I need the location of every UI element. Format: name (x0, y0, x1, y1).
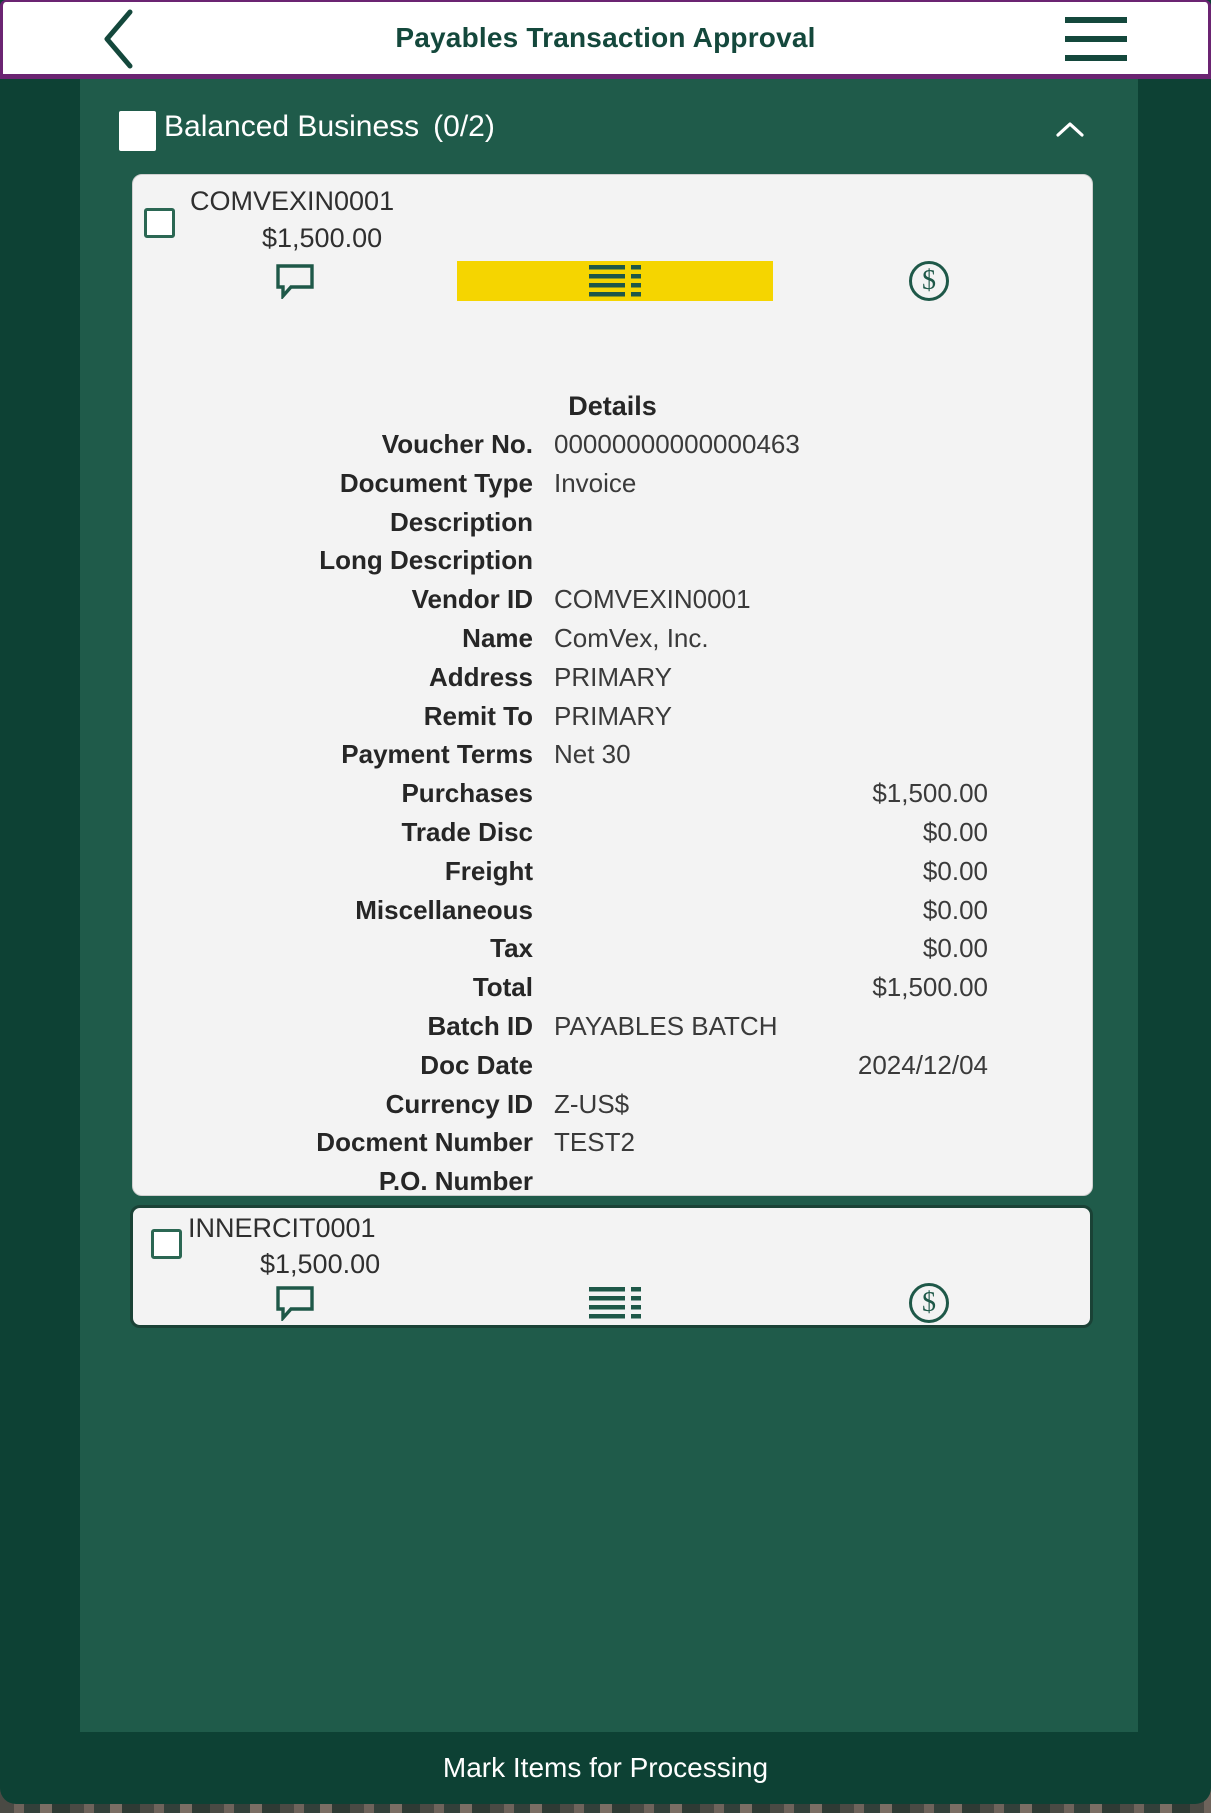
amounts-button[interactable] (897, 259, 961, 303)
detail-label: Document Type (339, 467, 533, 498)
detail-value: $0.00 (922, 816, 988, 847)
detail-value: PRIMARY (554, 661, 672, 692)
detail-value: Net 30 (554, 739, 631, 770)
group-count: (0/2) (433, 110, 495, 143)
detail-value: $0.00 (922, 933, 988, 964)
group-title: Balanced Business (164, 110, 420, 143)
detail-value: $1,500.00 (872, 778, 988, 809)
detail-row (133, 658, 1092, 697)
details-title: Details (568, 391, 657, 421)
detail-row (133, 813, 1092, 852)
detail-value (554, 503, 1092, 542)
detail-label: Address (428, 661, 533, 692)
detail-row (133, 891, 1092, 930)
detail-label: Long Description (319, 545, 533, 576)
detail-label: Vendor ID (411, 584, 533, 615)
detail-label: Name (462, 622, 533, 653)
transaction-card-expanded[interactable] (132, 174, 1093, 1196)
detail-row (133, 1162, 1092, 1201)
transaction-card-collapsed[interactable] (130, 1205, 1093, 1328)
chevron-up-icon (1055, 120, 1085, 138)
detail-row (133, 541, 1092, 580)
detail-value: PRIMARY (554, 700, 672, 731)
detail-row (133, 1007, 1092, 1046)
detail-value: COMVEXIN0001 (554, 584, 751, 615)
detail-row (133, 1046, 1092, 1085)
vendor-id: INNERCIT0001 (188, 1213, 376, 1243)
detail-label: Trade Disc (401, 816, 533, 847)
card-head (133, 175, 1092, 259)
detail-label: Currency ID (385, 1088, 533, 1119)
details-list-icon (589, 1287, 641, 1319)
detail-value: 00000000000000463 (554, 429, 800, 459)
detail-row (133, 619, 1092, 658)
detail-row (133, 735, 1092, 774)
details-rows (133, 425, 1092, 1279)
detail-value: ComVex, Inc. (554, 622, 709, 653)
dollar-icon: $ (909, 1283, 949, 1323)
comment-icon (276, 264, 314, 299)
page-title: Payables Transaction Approval (395, 22, 816, 53)
detail-row (133, 852, 1092, 891)
comment-button[interactable] (265, 1281, 325, 1325)
detail-row (133, 580, 1092, 619)
comment-button[interactable] (265, 259, 325, 303)
detail-label: Purchases (401, 778, 533, 809)
content-panel (80, 79, 1138, 1732)
detail-label: Docment Number (316, 1127, 533, 1158)
detail-value (554, 1162, 1092, 1201)
card-actions (133, 1281, 1090, 1325)
detail-value: Z-US$ (554, 1088, 630, 1119)
group-header (80, 79, 1138, 174)
hamburger-icon (1065, 55, 1127, 61)
detail-value: TEST2 (554, 1127, 635, 1158)
detail-value: $0.00 (922, 894, 988, 925)
detail-value: $1,500.00 (872, 972, 988, 1003)
detail-label: Remit To (423, 700, 533, 731)
vendor-id: COMVEXIN0001 (190, 186, 395, 216)
dollar-icon: $ (909, 261, 949, 301)
detail-value: Invoice (554, 467, 637, 498)
item-checkbox[interactable] (151, 1229, 182, 1259)
amount: $1,500.00 (262, 223, 383, 253)
hamburger-icon (1065, 36, 1127, 42)
detail-label: Payment Terms (341, 739, 533, 770)
detail-row (133, 425, 1092, 464)
amounts-button[interactable] (897, 1281, 961, 1325)
detail-row (133, 968, 1092, 1007)
details-list-icon (589, 265, 641, 297)
hamburger-icon (1065, 17, 1127, 23)
details-toggle-button[interactable] (457, 1283, 773, 1323)
detail-label: Doc Date (420, 1049, 533, 1080)
back-chevron-icon (100, 8, 134, 70)
mark-items-button[interactable]: Mark Items for Processing (442, 1752, 769, 1783)
select-all-checkbox[interactable] (119, 111, 156, 151)
detail-row (133, 1085, 1092, 1124)
menu-button[interactable] (1065, 16, 1127, 62)
comment-icon (276, 1286, 314, 1321)
detail-label: Freight (444, 855, 533, 886)
detail-value: PAYABLES BATCH (554, 1010, 778, 1041)
detail-label: Total (472, 972, 533, 1003)
detail-label: Description (389, 506, 533, 537)
detail-row (133, 1123, 1092, 1162)
footer-bar (0, 1732, 1211, 1804)
detail-label: Batch ID (427, 1010, 533, 1041)
back-button[interactable] (91, 6, 143, 72)
amount: $1,500.00 (260, 1249, 381, 1279)
detail-value: 2024/12/04 (857, 1049, 988, 1080)
detail-label: Voucher No. (381, 429, 533, 459)
item-checkbox[interactable] (144, 208, 175, 238)
collapse-group-button[interactable] (1050, 115, 1090, 143)
detail-value (554, 541, 1092, 580)
detail-label: Miscellaneous (355, 894, 533, 925)
detail-row (133, 929, 1092, 968)
details-toggle-button[interactable] (457, 261, 773, 301)
detail-row (133, 774, 1092, 813)
detail-row (133, 503, 1092, 542)
detail-value: $0.00 (922, 855, 988, 886)
detail-row (133, 697, 1092, 736)
app-header (0, 0, 1211, 79)
card-actions (133, 259, 1092, 303)
group-title-row (164, 108, 495, 146)
detail-label: Tax (490, 933, 533, 964)
detail-row (133, 464, 1092, 503)
detail-label: P.O. Number (378, 1166, 533, 1197)
